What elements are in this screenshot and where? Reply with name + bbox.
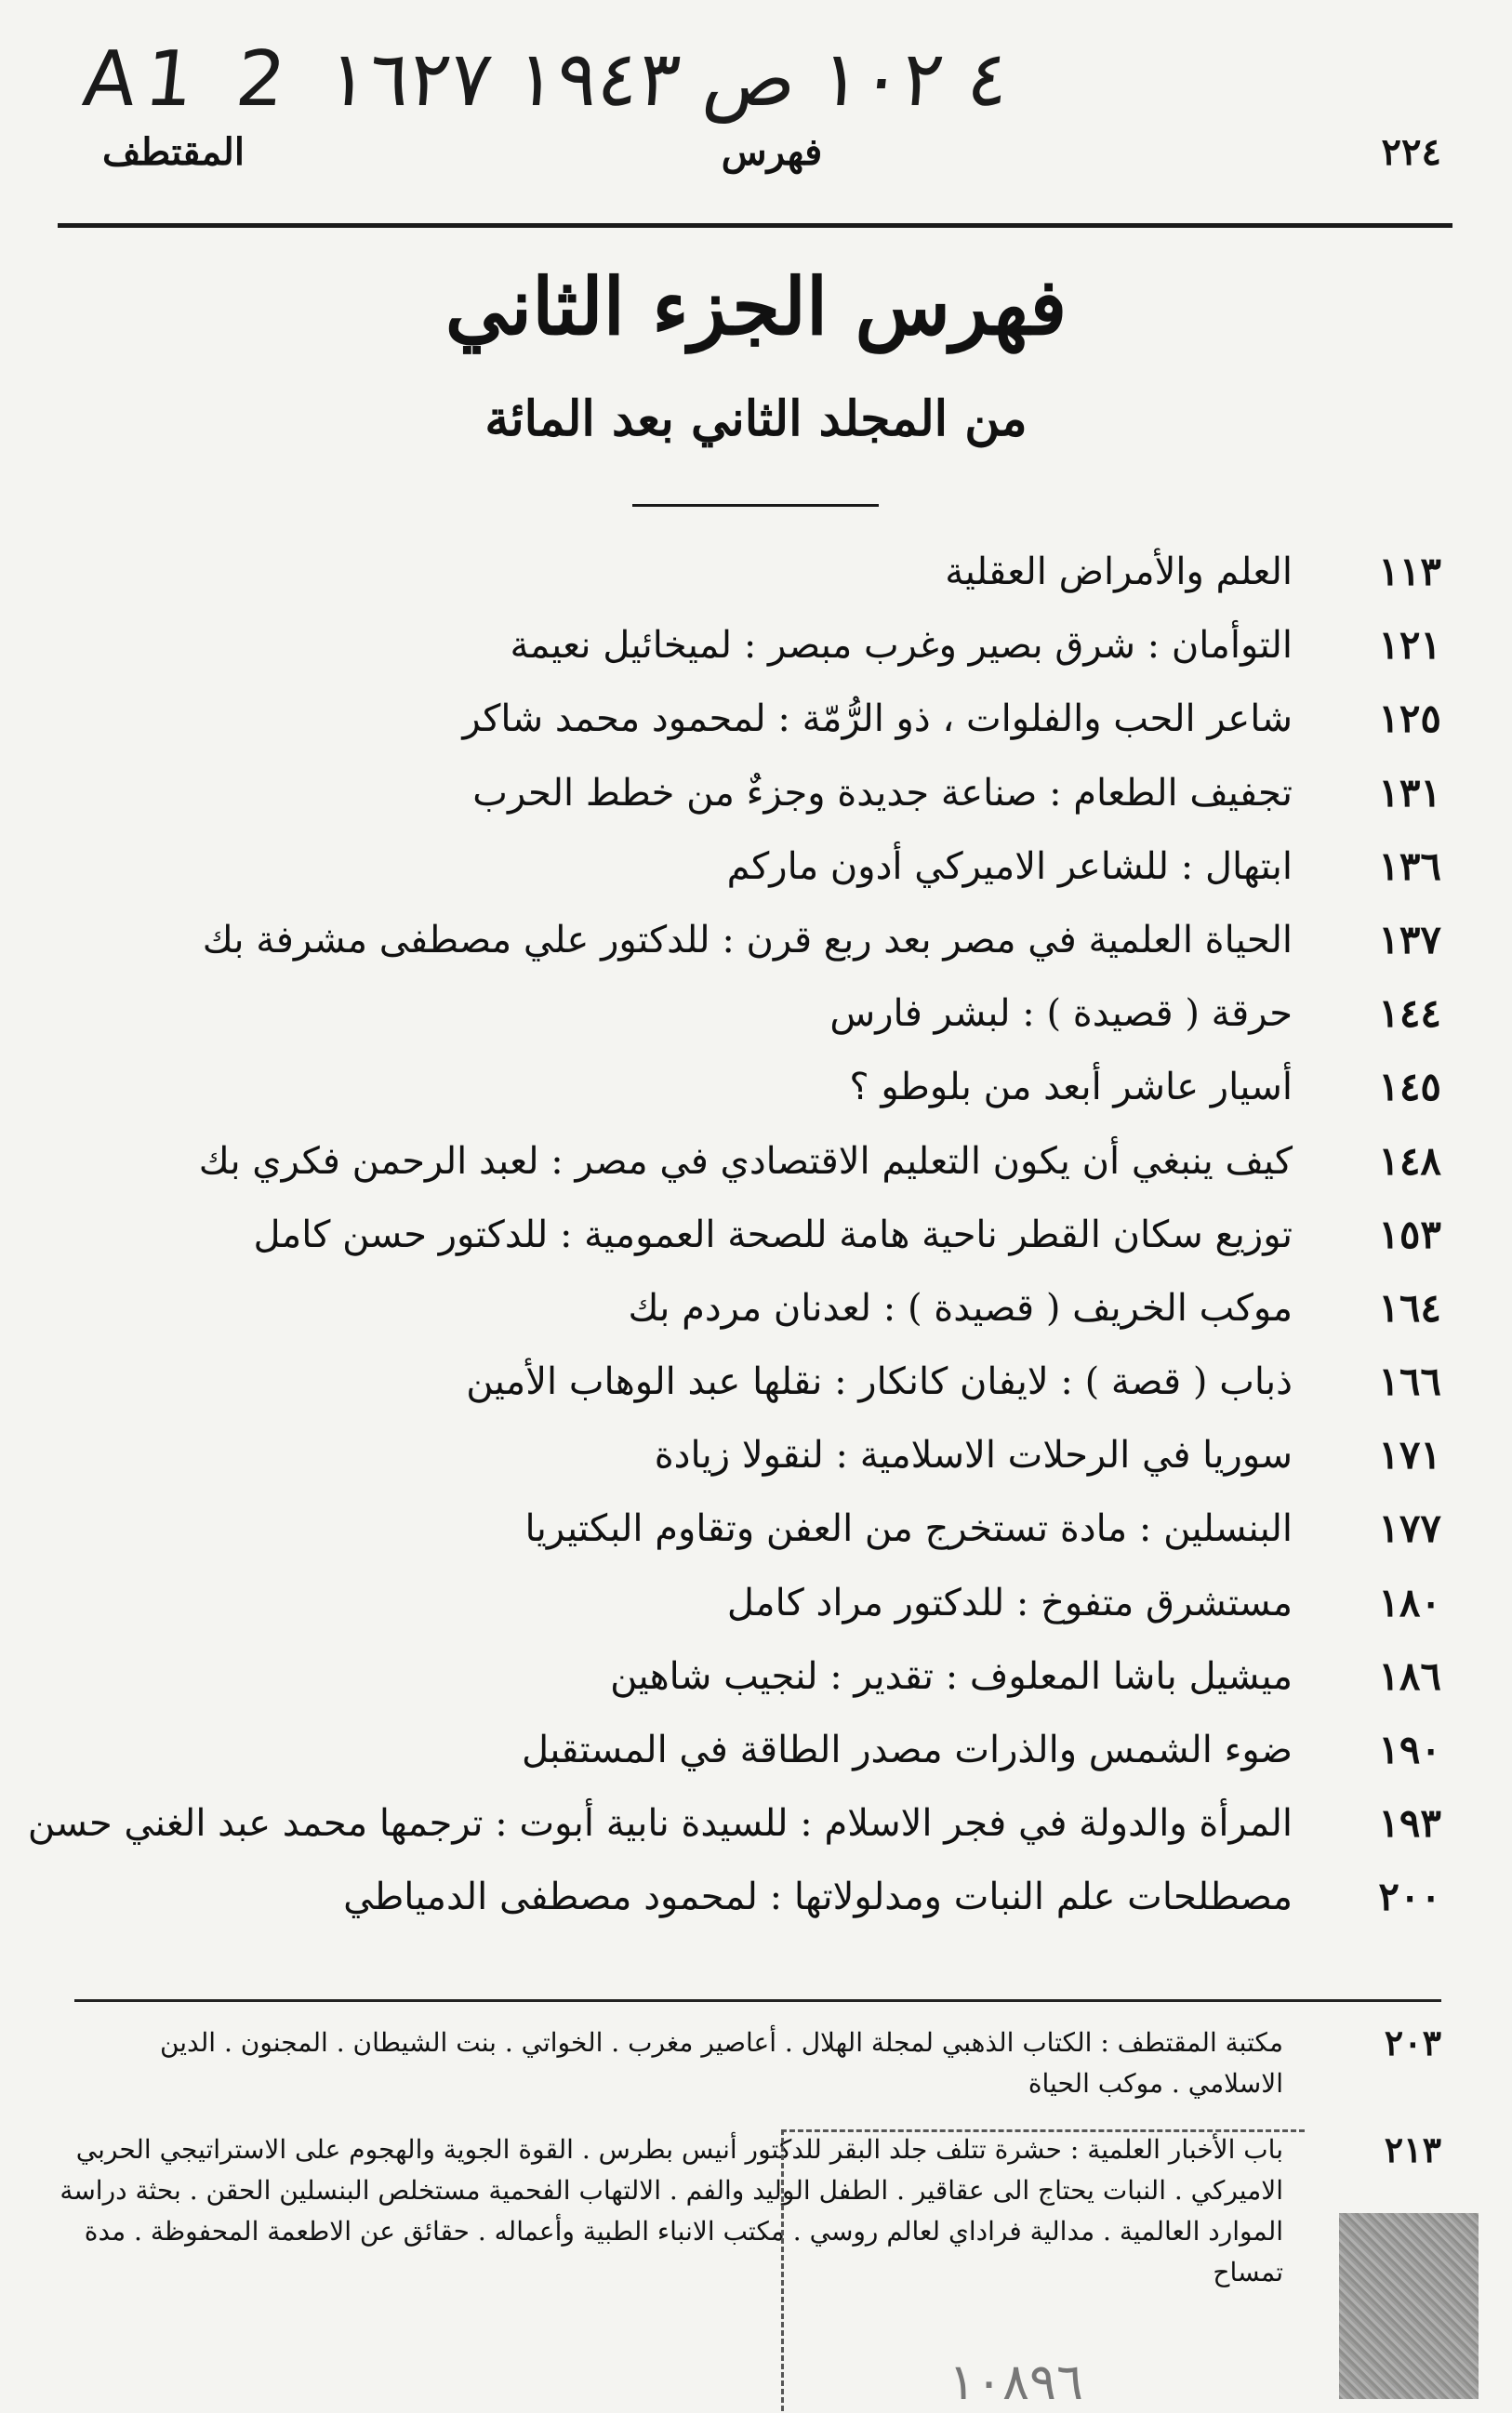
toc-title: مستشرق متفوخ : للدكتور مراد كامل bbox=[726, 1581, 1293, 1624]
toc-entry bbox=[102, 1869, 1441, 1942]
toc-page-number: ١٣١ bbox=[1378, 769, 1441, 815]
header-rule bbox=[58, 223, 1452, 228]
misc-entry bbox=[58, 2022, 1441, 2104]
toc-page-number: ١٤٥ bbox=[1378, 1064, 1441, 1110]
toc-entry bbox=[102, 1501, 1441, 1574]
toc-title: أسيار عاشر أبعد من بلوطو ؟ bbox=[849, 1066, 1293, 1109]
toc-entry bbox=[102, 1722, 1441, 1796]
toc-page-number: ١٢٥ bbox=[1378, 696, 1441, 742]
toc-entry bbox=[102, 1575, 1441, 1649]
toc-page-number: ١٣٦ bbox=[1378, 842, 1441, 889]
toc-entry bbox=[102, 544, 1441, 617]
running-header bbox=[102, 130, 1441, 186]
toc-entry bbox=[102, 617, 1441, 691]
toc-title: ضوء الشمس والذرات مصدر الطاقة في المستقبل bbox=[521, 1729, 1293, 1771]
title-divider bbox=[632, 504, 879, 507]
misc-page-number: ٢١٣ bbox=[1384, 2128, 1441, 2170]
toc-page-number: ١٢١ bbox=[1378, 622, 1441, 669]
toc-entry bbox=[102, 839, 1441, 912]
misc-text: مكتبة المقتطف : الكتاب الذهبي لمجلة الهلال . أعاصير مغرب . الخواتي . بنت الشيطان . المجنون . الدين الاسلامي . موكب الحياة bbox=[159, 2027, 1283, 2099]
toc-title: سوريا في الرحلات الاسلامية : لنقولا زيادة bbox=[654, 1434, 1293, 1478]
handwritten-reference: A1 2 ٤ ١٠٢ ص ١٩٤٣ ١٦٢٧ bbox=[79, 35, 1014, 124]
toc-title: تجفيف الطعام : صناعة جديدة وجزءٌ من خطط الحرب bbox=[472, 771, 1293, 815]
toc-entry bbox=[102, 1427, 1441, 1501]
toc-title: مصطلحات علم النبات ومدلولاتها : لمحمود مصطفى الدمياطي bbox=[343, 1876, 1293, 1919]
toc-entry bbox=[102, 1059, 1441, 1133]
stamp-number: ١٠٨٩٦ bbox=[948, 2353, 1084, 2411]
toc-page-number: ١٦٦ bbox=[1378, 1359, 1441, 1405]
page-subtitle: من المجلد الثاني بعد المائة bbox=[484, 391, 1028, 447]
toc-title: شاعر الحب والفلوات ، ذو الرُّمّة : لمحمود محمد شاكر bbox=[462, 697, 1293, 741]
table-of-contents bbox=[27, 544, 1441, 1943]
toc-title: موكب الخريف ( قصيدة ) : لعدنان مردم بك bbox=[628, 1286, 1293, 1330]
toc-title: حرقة ( قصيدة ) : لبشر فارس bbox=[829, 992, 1293, 1036]
toc-title: ميشيل باشا المعلوف : تقدير : لنجيب شاهين bbox=[610, 1654, 1293, 1698]
header-journal-name: المقتطف bbox=[102, 130, 245, 174]
page-title: فهرس الجزء الثاني bbox=[444, 260, 1068, 352]
toc-page-number: ١٨٦ bbox=[1378, 1652, 1441, 1699]
library-stamp bbox=[1339, 2213, 1479, 2399]
toc-entry bbox=[27, 1796, 1441, 1869]
toc-title: التوأمان : شرق بصير وغرب مبصر : لميخائيل نعيمة bbox=[510, 624, 1293, 668]
toc-title: الحياة العلمية في مصر بعد ربع قرن : للدكتور علي مصطفى مشرفة بك bbox=[202, 918, 1293, 961]
toc-title: توزيع سكان القطر ناحية هامة للصحة العمومية : للدكتور حسن كامل bbox=[253, 1213, 1293, 1256]
misc-text: باب الأخبار العلمية : حشرة تتلف جلد البقر للدكتور أنيس بطرس . القوة الجوية والهجوم على الاستراتيجي الحربي الاميركي . النبات يحتاج الى عقاقير . الطفل الوليد والفم . الالتهاب الفحمية مستخلص البنسلين الحقن . بحثة دراسة الموارد العالمية . مدالية فراداي لعالم روسي . مكتب الانباء الطبية وأعماله . حقائق عن الاطعمة المحفوظة . مدة تمساح bbox=[60, 2134, 1283, 2287]
section-divider bbox=[74, 1999, 1441, 2002]
toc-page-number: ١٦٤ bbox=[1378, 1284, 1441, 1331]
toc-entry bbox=[102, 986, 1441, 1059]
toc-entry bbox=[102, 1280, 1441, 1354]
toc-page-number: ١٩٣ bbox=[1378, 1800, 1441, 1847]
toc-page-number: ١١٣ bbox=[1378, 549, 1441, 594]
toc-title: ابتهال : للشاعر الاميركي أدون ماركم bbox=[726, 844, 1293, 888]
toc-page-number: ١٤٨ bbox=[1378, 1137, 1441, 1184]
header-page-number: ٢٢٤ bbox=[1381, 130, 1441, 174]
toc-page-number: ٢٠٠ bbox=[1378, 1874, 1441, 1920]
toc-page-number: ١٣٧ bbox=[1378, 916, 1441, 962]
toc-page-number: ١٤٤ bbox=[1378, 990, 1441, 1037]
toc-title: المرأة والدولة في فجر الاسلام : للسيدة نابية أبوت : ترجمها محمد عبد الغني حسن bbox=[27, 1802, 1293, 1846]
toc-title: ذباب ( قصة ) : لايفان كانكار : نقلها عبد الوهاب الأمين bbox=[466, 1360, 1293, 1404]
toc-entry bbox=[102, 1134, 1441, 1207]
toc-entry bbox=[102, 1207, 1441, 1280]
toc-entry bbox=[102, 1354, 1441, 1427]
toc-page-number: ١٧٧ bbox=[1378, 1505, 1441, 1552]
misc-page-number: ٢٠٣ bbox=[1384, 2022, 1441, 2063]
toc-page-number: ١٧١ bbox=[1378, 1432, 1441, 1478]
toc-entry bbox=[102, 691, 1441, 764]
toc-entry bbox=[102, 912, 1441, 986]
toc-page-number: ١٥٣ bbox=[1378, 1211, 1441, 1257]
toc-page-number: ١٨٠ bbox=[1378, 1579, 1441, 1625]
toc-title: العلم والأمراض العقلية bbox=[945, 550, 1293, 593]
toc-title: البنسلين : مادة تستخرج من العفن وتقاوم البكتيريا bbox=[524, 1507, 1293, 1551]
toc-title: كيف ينبغي أن يكون التعليم الاقتصادي في مصر : لعبد الرحمن فكري بك bbox=[198, 1139, 1293, 1183]
toc-entry bbox=[102, 1649, 1441, 1722]
header-section: فهرس bbox=[721, 130, 823, 174]
toc-entry bbox=[102, 765, 1441, 839]
toc-page-number: ١٩٠ bbox=[1378, 1727, 1441, 1772]
